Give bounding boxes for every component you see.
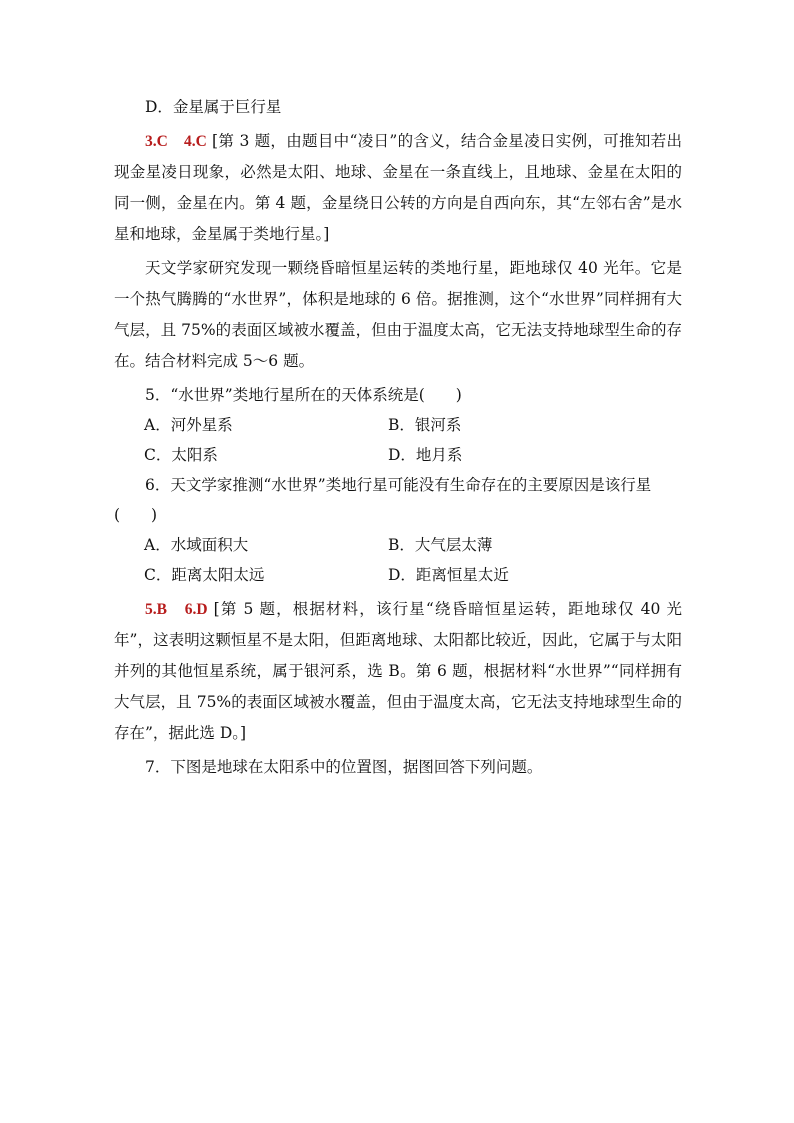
question-6-option-b: B．大气层太薄: [388, 536, 493, 554]
answer-block-3-4: [114, 126, 682, 250]
question-6-stem: 6．天文学家推测“水世界”类地行星可能没有生命存在的主要原因是该行星: [145, 476, 652, 494]
answer-explanation-3-4: [第 3 题，由题目中“凌日”的含义，结合金星凌日实例，可推知若出现金星凌日现象，必然是太阳、地球、金星在一条直线上，且地球、金星在太阳的同一侧，金星在内。第 4 题，金星绕日公转的方向是自西向东，其“左邻右舍”是水星和地球，金星属于类地行星。]: [114, 132, 682, 243]
question-6-option-c: C．距离太阳太远: [144, 566, 265, 584]
answer-explanation-5-6: [第 5 题，根据材料，该行星“绕昏暗恒星运转，距地球仅 40 光年”，这表明这颗恒星不是太阳，但距离地球、太阳都比较近，因此，它属于与太阳并列的其他恒星系统，属于银河系，选 B。第 6 题，根据材料“水世界”“同样拥有大气层，且 75%的表面区域被水覆盖，但由于温度太高，它无法支持地球型生命的存在”，据此选 D。]: [114, 600, 682, 742]
answer-keys-3-4: 3.C 4.C: [145, 133, 207, 150]
question-5-option-c: C．太阳系: [144, 446, 218, 464]
question-5-options-row-2: [114, 440, 682, 470]
question-5-option-b: B．银河系: [388, 416, 462, 434]
question-5-stem: 5．“水世界”类地行星所在的天体系统是( ): [145, 386, 462, 404]
question-6-options-row-2: [114, 560, 682, 590]
answer-keys-5-6: 5.B 6.D: [145, 601, 208, 618]
document-page: [114, 92, 682, 782]
answer-block-5-6: [114, 594, 682, 749]
previous-option-d: D．金星属于巨行星: [145, 98, 282, 116]
question-5-options-row-1: [114, 410, 682, 440]
question-7-stem: 7．下图是地球在太阳系中的位置图，据图回答下列问题。: [145, 758, 543, 776]
material-paragraph: 天文学家研究发现一颗绕昏暗恒星运转的类地行星，距地球仅 40 光年。它是一个热气腾腾的“水世界”，体积是地球的 6 倍。据推测，这个“水世界”同样拥有大气层，且 75%的表面区域被水覆盖，但由于温度太高，它无法支持地球型生命的存在。结合材料完成 5～6 题。: [114, 259, 682, 370]
question-6-option-a: A．水域面积大: [144, 536, 249, 554]
question-5-option-d: D．地月系: [388, 446, 463, 464]
question-6-options-row-1: [114, 530, 682, 560]
question-5-option-a: A．河外星系: [144, 416, 233, 434]
question-6-option-d: D．距离恒星太近: [388, 566, 509, 584]
question-6-stem-blank: ( ): [114, 506, 158, 524]
